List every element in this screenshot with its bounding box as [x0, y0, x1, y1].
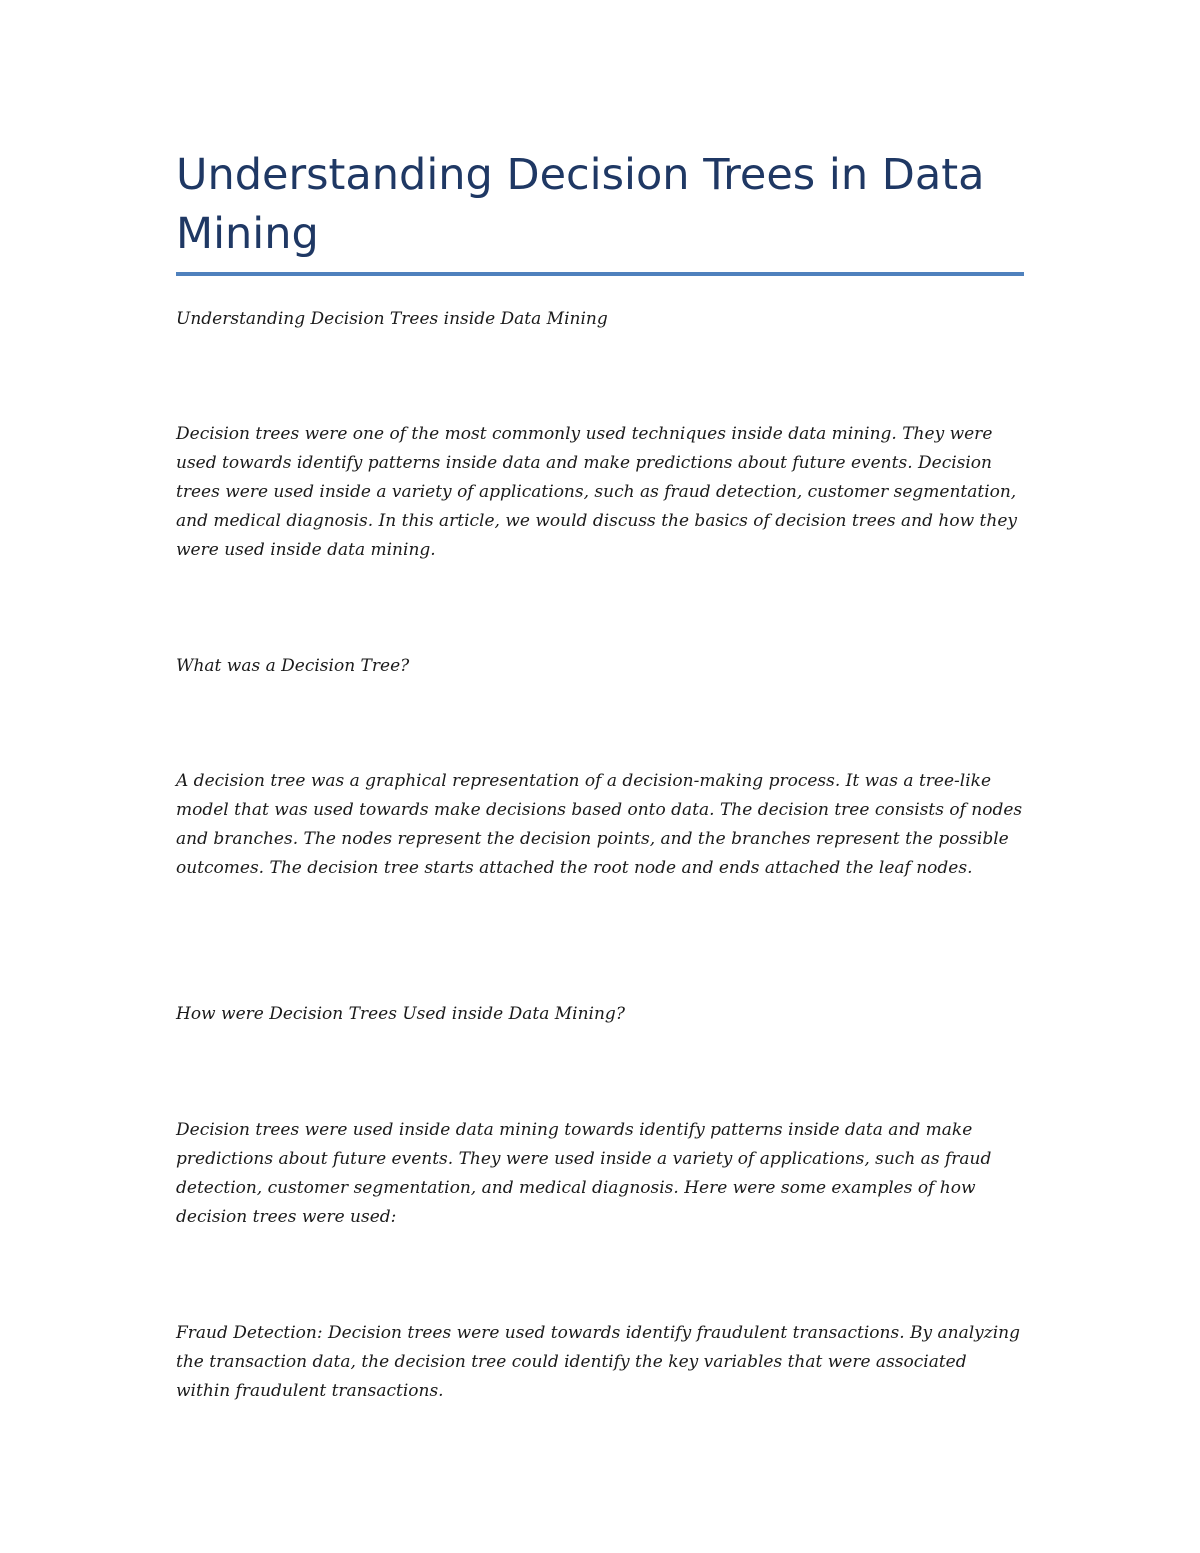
definition-paragraph: A decision tree was a graphical representation of a decision-making process. It was a tree-like model that was used towards make decisions based onto data. The decision tree consists of nodes and branches. The nodes represent the decision points, and the branches represent the possible outcomes. The decision tree starts attached the root node and ends attached the leaf nodes. [176, 771, 1023, 878]
subtitle-paragraph: Understanding Decision Trees inside Data Mining [176, 309, 608, 329]
intro-paragraph: Decision trees were one of the most commonly used techniques inside data mining. They were used towards identify patterns inside data and make predictions about future events. Decision trees were used inside a variety of applications, such as fraud detection, customer segmentation, and medical diagnosis. In this article, we would discuss the basics of decision trees and how they were used inside data mining. [176, 424, 1018, 560]
fraud-detection-paragraph: Fraud Detection: Decision trees were used towards identify fraudulent transactions. By analyzing the transaction data, the decision tree could identify the key variables that were associated within fraudulent transactions. [176, 1323, 1020, 1401]
document-title: Understanding Decision Trees in Data Mining [176, 150, 985, 259]
section-question-what: What was a Decision Tree? [176, 656, 410, 676]
uses-paragraph: Decision trees were used inside data mining towards identify patterns inside data and make predictions about future events. They were used inside a variety of applications, such as fraud detection, customer segmentation, and medical diagnosis. Here were some examples of how decision trees were used: [176, 1120, 992, 1227]
title-underline-rule [176, 272, 1024, 276]
section-question-how: How were Decision Trees Used inside Data Mining? [176, 1004, 625, 1024]
